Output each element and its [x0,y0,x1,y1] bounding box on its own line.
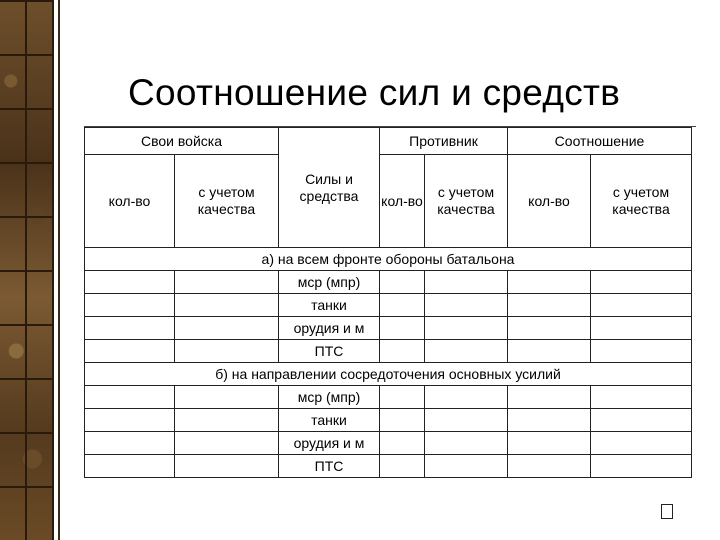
subheader-own-quality: с учетом качества [175,155,279,248]
slide-title: Соотношение сил и средств [128,72,621,113]
row-label: мср (мпр) [279,386,380,409]
table-row [85,340,692,363]
table-row [85,386,692,409]
subheader-enemy-quality: с учетом качества [425,155,508,248]
section-b-title: б) на направлении сосредоточения основных усилий [85,363,692,386]
subheader-ratio-count: кол-во [508,155,591,248]
row-label: ПТС [279,455,380,478]
row-label: мср (мпр) [279,271,380,294]
table-row [85,455,692,478]
forces-ratio-table [84,127,692,478]
row-label: орудия и м [279,432,380,455]
subheader-enemy-count: кол-во [380,155,425,248]
header-forces-and-means: Силы и средства [279,128,380,248]
placeholder-glyph-icon [661,504,673,519]
subheader-ratio-quality: с учетом качества [591,155,692,248]
border-divider [58,0,60,540]
table-row [85,409,692,432]
table-row [85,271,692,294]
subheader-own-count: кол-во [85,155,175,248]
header-ratio: Соотношение [508,128,692,155]
table-row [85,317,692,340]
row-label: орудия и м [279,317,380,340]
row-label: ПТС [279,340,380,363]
table-row [85,294,692,317]
header-enemy: Противник [380,128,508,155]
row-label: танки [279,409,380,432]
header-own-forces: Свои войска [85,128,279,155]
table-row [85,432,692,455]
decorative-border [0,0,54,540]
section-a-title: а) на всем фронте обороны батальона [85,248,692,271]
row-label: танки [279,294,380,317]
